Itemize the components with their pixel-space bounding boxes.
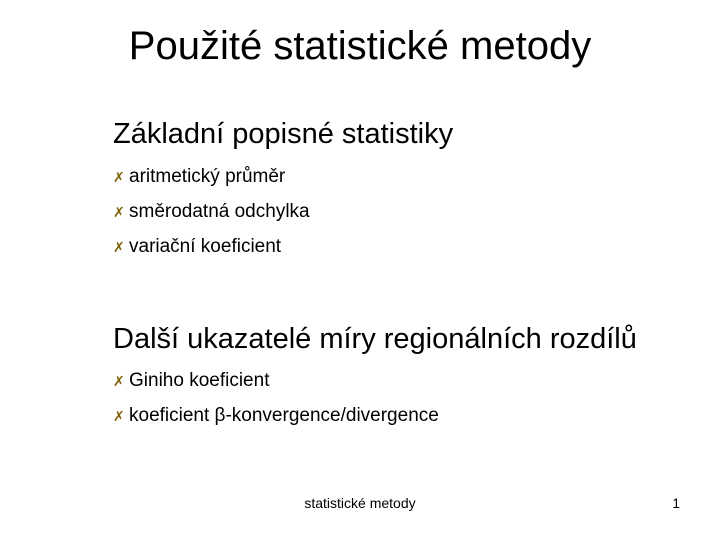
cross-icon: ✗: [113, 169, 125, 185]
slide-title: Použité statistické metody: [128, 24, 592, 68]
cross-icon: ✗: [113, 204, 125, 220]
list-item: [113, 201, 310, 223]
section-heading-basic-statistics: Základní popisné statistiky: [113, 118, 454, 150]
list-item: [113, 370, 439, 392]
cross-icon: ✗: [113, 239, 125, 255]
list-item: [113, 166, 310, 188]
cross-icon: ✗: [113, 373, 125, 389]
bullet-list-basic-statistics: [113, 166, 310, 258]
list-item-label: směrodatná odchylka: [129, 201, 310, 222]
bullet-list-regional-differences: [113, 370, 439, 427]
list-item-label: Giniho koeficient: [129, 370, 270, 391]
cross-icon: ✗: [113, 408, 125, 424]
list-item-label: aritmetický průměr: [129, 166, 286, 187]
page-number: 1: [672, 495, 680, 511]
list-item: [113, 236, 310, 258]
section-heading-regional-differences: Další ukazatelé míry regionálních rozdílů: [113, 323, 637, 355]
list-item-label: koeficient β-konvergence/divergence: [129, 405, 439, 426]
list-item-label: variační koeficient: [129, 236, 282, 257]
list-item: [113, 405, 439, 427]
slide-footer: statistické metody: [304, 495, 416, 511]
